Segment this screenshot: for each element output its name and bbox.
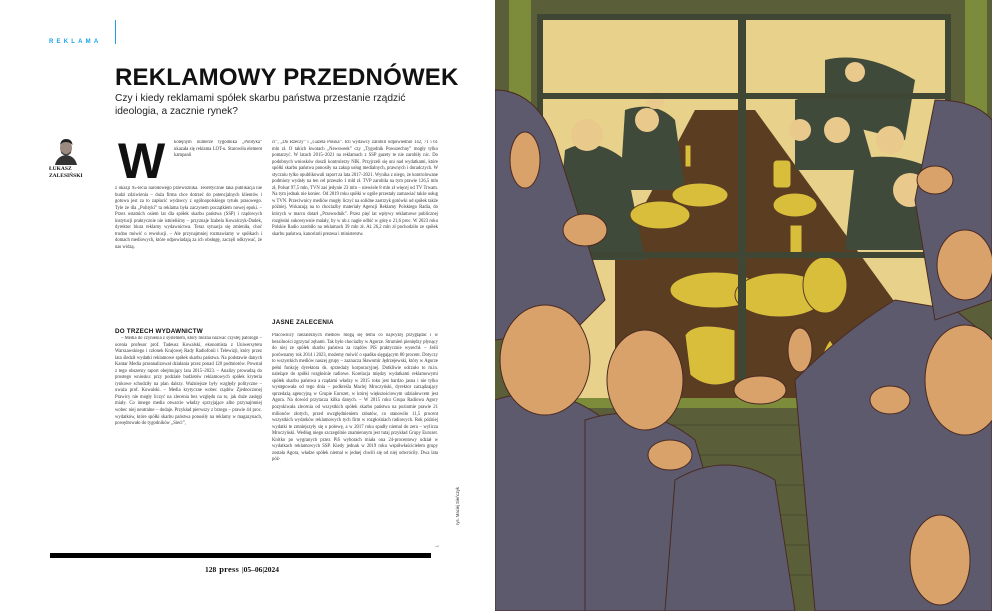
intro-top-column bbox=[174, 140, 262, 186]
column-2-top-text: ci”, „Do Rzeczy” i „Gazeta Polska”. Ich wydawcy zarobili odpowiednio 142, 71 i 61 mln zł. O takich kwotach „Newsweek” czy „Tygodnik Powszechny” mogły tylko pomarzyć. W latach 2015–2021 na reklamach z SSP gazety te nie zarobiły nic. Do podobnych wniosków doszli kontrolerzy NIK. Przyjrzeli się oni nad wydatkami, które spółki skarbu państwa ponosiły na zakup usług medialnych, prawnych i doradczych. W styczniu tylko opublikowali raport za lata 2017–2021. Wynika z niego, że kontrolowane podmioty wydały na ten cel przeszło 1 mld zł. TVP zarobiła na tym prawie 126,5 mln zł, Polsat 97,5 mln, TVN zaś jedynie 23 mln – niewiele 8 mln zł więcej od TV Trwam. Na tym jednak nie koniec. Od 2019 roku spółki w ogóle przestały zamawiać także usług w TVN. Przeciwnicy mediów mogły liczyć na solidne zastrzyk gotówki od spółek także później. Wskazują na to chociażby materiały Agencji Reklamy Polskiego Radia, do których w marcu dotarł „Przewodnik”. Przez pięć lat wpływy reklamowe publicznej rozgłośni sukcesywnie malały, by w ub.r. nagle odbić w górę o 21,6 proc. W 2023 roku Polskie Radio zarobiło na reklamach 39 mln zł. Aż 26,2 mln zł pochodziło ze spółek skarbu państwa, kancelarii prezesa i ministerstw. bbox=[272, 140, 438, 237]
magazine-brand: press bbox=[219, 564, 239, 574]
author-portrait-icon bbox=[53, 137, 79, 165]
continue-arrow-icon: → bbox=[434, 543, 440, 549]
illustration-credit: rys. Maciej Sieńczyk bbox=[455, 487, 460, 525]
section-2-text: Pracownicy niezależnych mediów mogą się temu co najwyżej przyglądać i w bezsilności zgrzytać zębami. Tak było chociażby w Agorze. Strumień pieniędzy płynący do niej ze spółek skarbu państwa za rządów PiS praktycznie wysechł. – Jeśli porównamy rok 2014 i 2023, możemy mówić o spadku sięgającym 80 procent. Dotyczy to wszystkich mediów naszej grupy – zaznacza Sławomir Jędrzejewski, który w Agorze pełni funkcję dyrektora ds. sprzedaży korporacyjnej. Dotkliwie odczuło to m.in. należące do spółki rozgłośnie radiowe. Korelacja między wydatkami reklamowymi spółek skarbu państwa a rządami władzy w 2015 roku jest bardzo jasna i nie tylko występowała od tego dnia – podkreśla Maciej Mroczyński, dyrektor zarządzający sprzedażą agencyjną w Grupie Eurozet, w której większościowym udziałowcem jest Agora. Na dowód przytacza kilka danych. – W 2015 roku Grupa Radiowa Agory pozyskiwała zlecenia od wszystkich spółek skarbu państwa na poziomie prawie 21 milionów złotych, przed uwzględnieniem rabatów, co stanowiło 11,5 procent wszystkich wydatków reklamowych tych firm w rozgłośniach radiowych. Rok później wydatki te zmniejszyły się o połowę, a w 2017 roku spadły niemal do zera – wylicza Mroczyński. Według niego szczególnie znamiennym jest tutaj przykład Grupy Eurozet. Krótko po wygranych przez PiS wyborach miała ona 24-procentowy udział w wydatkach reklamowych SSP. Kiedy jednak w 2019 roku współwłaścicielem grupy została Agora, władze spółek niemal w jednej chwili się od niej odwróciły. Dwa lata póź- bbox=[272, 333, 438, 463]
section-1-column bbox=[115, 336, 262, 551]
page-number: 128 bbox=[205, 565, 217, 574]
feast-illustration bbox=[495, 0, 992, 611]
intro-top-text: kolejnym numerze tygodnika „Polityka” ukazała się reklama LOT-u. Starowiła element kampanii bbox=[174, 140, 262, 159]
section-rule bbox=[115, 20, 116, 44]
article-page bbox=[0, 0, 495, 611]
author-photo bbox=[53, 137, 79, 165]
headline: REKLAMOWY PRZEDNÓWEK bbox=[115, 64, 459, 91]
drop-cap: W bbox=[118, 133, 166, 189]
section-1-text: – Media do czynienia z systemem, który można nazwać czystej patologii – ocenia profesor prof. Tadeusz Kowalski, ekonomista z Uniwersytetu Warszawskiego i członek Krajowej Rady Radiofonii i Telewizji, który przez lata śledził wydatki reklamowe spółek skarbu państwa. Na podstawie danych Kantar Media przeanalizował działania przez ponad 120 podmiotów. Powstał z tego obszerny raport obejmujący lata 2015–2023. – Analizy prowadzą do prostego wniosku: przy podziale budżetów reklamowych spółek kryteria rynkowe schodziły na plan dalszy. Ważniejsze były względy polityczne – uważa prof. Kowalski. – Media krytyczne wobec rządów Zjednoczonej Prawicy nie mogły liczyć na zlecenia bez względu na to, jak duże zasięgi miały. Co innego media otwarcie władzy sprzyjające albo przynajmniej wobec niej neutralne – dodaje. Przykład pierwszy z brzegu – prawie 44 proc. wydatków, które spółki skarbu państwa ponosiły na reklamy w magazynach, powędrowało do tygodników „Sieci”, bbox=[115, 336, 262, 427]
section-label: REKLAMA bbox=[49, 39, 102, 45]
intro-body-text: z okazji 95-lecia narodowego przewoźnika. Teoretycznie taka publikacja nie budzi zdziwienia – duża firma chce dotrzeć do potencjalnych klientów i gotowa jest za to zapłacić wydawcy z ogólnopolskiego tytułu prasowego. Tyle że dla „Polityki” ta reklama była zaczynem początkiem nowej epoki. – Przez ostatnich osiem lat dla spółek skarbu państwa (SSP) i rządowych instytucji praktycznie nie istnieliśmy – przyznaje Izabela Kowalczyk-Dudek, dyrektor biura reklamy wydawnictwa. Teraz sytuacja się zmieniła, choć trudno mówić o rewolucji. – Ale przynajmniej rozmawiamy w spółkach i domach mediowych, które odpowiadają za ich obsługę, zaczęli odkrywać, że nas widzą. bbox=[115, 186, 262, 250]
subhead-jasne-zalecenia: JASNE ZALECENIA bbox=[272, 319, 334, 326]
author-byline bbox=[49, 166, 83, 179]
subhead-do-trzech-wydawnictw: DO TRZECH WYDAWNICTW bbox=[115, 328, 203, 335]
illustration bbox=[495, 0, 992, 611]
folio bbox=[205, 564, 279, 574]
deck: Czy i kiedy reklamami spółek skarbu państwa przestanie rządzić ideologia, a zacznie rynek? bbox=[115, 93, 406, 117]
author-last-name: ZALESIŃSKI bbox=[49, 172, 83, 179]
intro-column bbox=[115, 186, 262, 312]
issue-date: |05–06|2024 bbox=[242, 565, 280, 574]
author-first-name: ŁUKASZ bbox=[49, 166, 72, 172]
section-2-column bbox=[272, 333, 438, 551]
footer-rule bbox=[50, 553, 431, 558]
column-2-top bbox=[272, 140, 438, 316]
